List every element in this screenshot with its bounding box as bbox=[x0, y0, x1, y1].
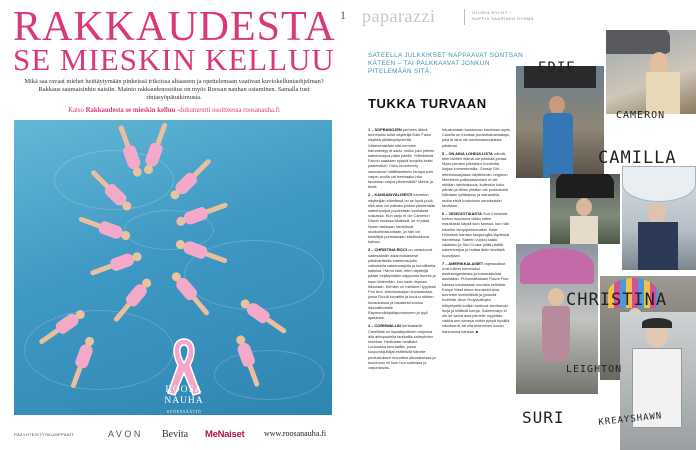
paragraph-text: tunnetun näyttelijän elämässä on se hyvä puoli, että aina voi palkata jonkun pitelemään sateenvarjoa puolestaan sveitsissä ruskassa. Kun varjo ei ole Cameron Diazin omassa kädessä, se ei pääa Noren tarkkaan hienkihuat skoikohinasuottaan, ja hän voi keskittyä puristamaan käsilaukkuna kainua. bbox=[368, 192, 436, 245]
documentary-link-text[interactable] bbox=[13, 107, 335, 114]
article-paragraph bbox=[442, 127, 510, 148]
section-credits bbox=[472, 10, 534, 22]
section-credits-line-2: SUPPIA SAARINEN RYHMÄ bbox=[472, 16, 534, 21]
name-label-edie: EDIE bbox=[538, 60, 576, 76]
photo-camilla bbox=[622, 166, 696, 270]
name-label-cameron: CAMERON bbox=[616, 110, 666, 121]
paragraph-text: tutustumaan tuostoman toimintaa myös Camilla on innokas puutarhaharrastaja, joka ei aina ole sovinnaissuuksista pitkämat. bbox=[442, 127, 510, 148]
photo-cameron bbox=[606, 30, 696, 114]
sponsor-bar bbox=[14, 426, 334, 444]
bevita-logo: Bevita bbox=[162, 429, 189, 440]
paragraph-text: on varautunut sadesäähän asianmukaisesti pitkävartisella sateenvarjolla, valkoisella sateenvarjolla ja kuhollisella kaitoisa. Harmi vain, ettei näyttelijä pääse veljätyrnäkin säpyomia kunnia ja kuun lettemäan, kun sade riepoaa ikkunaan. Etenkin on minkkien tyypissä Pori Ami -televisiosarjan kuvauksissa, jossa Ricciä kuvattiin ja kuuluu näiden kuvauksissa ja tasaisesti kuuluu ikkunattomalle Raymondkäpäläpurrukseen ja tyyli ajatuksiin. bbox=[368, 247, 436, 321]
name-label-kreayshawn: KREAYSHAWN bbox=[598, 411, 663, 428]
article-paragraph bbox=[368, 127, 436, 189]
synchronized-swimmers-photo bbox=[14, 120, 332, 415]
right-page bbox=[354, 0, 696, 450]
watch-suffix: -dokumentti osoitteessa roosanauha.fi bbox=[175, 107, 280, 114]
article-paragraph bbox=[368, 323, 436, 370]
sponsor-label: PÄÄYHTEISTYÖKUMPPANIT bbox=[14, 432, 75, 437]
paragraph-text: herttuatarlle Camillalle on tapnäkyväinen varjonsa alla ahtopuolella tarkkailla sadepilvien suuntaa. Herttuatar osallistui Lontoossa kenraalilla, jossa kuuponkijuhlijat esittelivät hänelle puolustuksen moudista ulkonaisessa ja kuunnuun nii kuin hon sutiinasa ja varjontaivas. bbox=[368, 323, 436, 370]
left-page bbox=[0, 0, 345, 450]
roosanauha-url[interactable]: www.roosanauha.fi bbox=[264, 429, 327, 438]
name-label-camilla: CAMILLA bbox=[598, 148, 677, 168]
magazine-section-name: paparazzi bbox=[362, 6, 436, 26]
headline-line-2: SE MIESKIN KELLUU bbox=[13, 42, 335, 77]
paragraph-text: nähdä, ettei tahtien elämä ole pelkkää juhlaa. Myös pienien julkkisten huolehtia korjaa konsertimallia. Gossip Girl -televisiosarjassa näyttelevän Leighton Meesterin palkkastaminen ei ole mikään harvinaisuus; kuitenkin koko päivän ja lähes yhtäkin ole purkkatahti kiillotaan kyllästynyt ja sairastella, mutta ehkä toukokuun sanoksiakin tarvitaan. bbox=[442, 150, 508, 208]
name-label-suri: SURI bbox=[522, 408, 565, 427]
paragraph-text: rapmuusikot ovat tulleet tunnetuksi ekstravaganteista ja kummallisista asuistaan. Puhumattakaan Flavor Flav kanssa kaulassaan suurista kelloista. Kanye West tekee ikonisesti aina tunnetun sveitsiläisiä ja jyhkeitä tuotteita. Aina Yhdysvaltojen hittiyhtyeitä kotikin tuntuvat tarvitsevan isoja ja kiiltäviä koruja. Sateenvarjo ei ole se sama asia pienelle myykään, vaikka sen kanssa voikin pysyä hyvällä näköisenä, tai olla tekeminen kovan hahmonsa kanssa. bbox=[442, 260, 510, 334]
article-paragraph bbox=[368, 192, 436, 244]
photo-edie bbox=[516, 66, 604, 178]
paragraph-lead: 4 – CORNWALLIN bbox=[368, 323, 401, 329]
name-label-christina: CHRISTINA bbox=[566, 290, 668, 310]
article-paragraph bbox=[368, 247, 436, 320]
article-paragraph bbox=[442, 151, 510, 208]
section-credits-line-1: GLORIA RYCHY / bbox=[472, 10, 512, 15]
intro-text: Mikä saa ravaat miehet heittäytymään pinkeissä trikoissa altaaseen ja opettelemaan vaativan kuviokelluntaohjelman? Rakkaus saumaisinhin naisiin. Mainio rakkaudenosoitus on myös Roosan nauhan ostaminen. Samalla tuet rintasyöpätutkimusta. bbox=[24, 78, 324, 102]
article-column-2 bbox=[442, 127, 510, 337]
headline-line-1: RAKKAUDESTA bbox=[13, 4, 336, 50]
watch-prefix: Katso bbox=[68, 107, 86, 114]
watch-title: Rakkaudesta se mieskin kelluu bbox=[85, 107, 176, 114]
photo-kreayshawn bbox=[620, 312, 696, 450]
paragraph-lead: 5 – ON AINA LOHDULLISTA bbox=[442, 150, 493, 156]
water-ripple bbox=[214, 350, 324, 400]
paragraph-lead: 1 – SOPRANOJEN bbox=[368, 127, 402, 132]
water-ripple bbox=[24, 310, 174, 390]
article-tagline: SATEELLA JULKKIKSET NAPPAAVAT SONTSAN KÄTEEN – TAI PALKKAAVAT JONKUN PITELEMÄÄN SITÄ. bbox=[368, 52, 524, 75]
paragraph-text: Suri Cruisesta tuntuu muutama viikko sitten mautkasta käydä ison kanssa, kun hän kävelee lempiporkkanaksi. Katie Holmesin kanssa kaupungilla täydessä hameessa. Sateen vuoksi kaikki valaistuu ja Suri Cruise pitää päällä sateenvarjoa ja hoitaa äidin keväisiä kuosejaan. bbox=[442, 211, 510, 258]
article-paragraph bbox=[442, 261, 510, 334]
article-title: TUKKA TURVAAN bbox=[368, 96, 487, 111]
paragraph-lead: 7 – AMERIKKALAISET bbox=[442, 260, 484, 266]
ribbon-logo-text-2: NAUHA bbox=[164, 396, 204, 406]
page-number: 1 bbox=[340, 8, 346, 22]
photo-christina bbox=[550, 174, 620, 244]
header-divider bbox=[464, 9, 465, 25]
article-paragraph bbox=[442, 211, 510, 258]
paragraph-lead: 2 – KANSAINVÄLISESTI bbox=[368, 192, 413, 198]
paragraph-text: perheen äitinä tunnetuksi tullut näyttelijä Edie Falco näyttää pöllämystyneeltä. Vähemmistään sitä mennen hammentyy ei sadu, mutta joku pitelee sateenvarjoa pään päällä. Yritteliäänä Falcon saadaan nyppiä suojella kaltsi pastekstia? Onko huonenvey varautunut hätätilanteisiin fanaya pois varjon avulla vai treenaako hän fauvistan varjoa pitelemällä? Meine ja tiedä. bbox=[368, 127, 435, 190]
paragraph-lead: 6 – VIISIVUOTIAASTA bbox=[442, 211, 482, 217]
avon-logo: AVON bbox=[108, 429, 143, 439]
article-end-mark: ■ bbox=[475, 328, 479, 334]
ribbon-logo-text-1: ROOSA bbox=[165, 385, 203, 395]
menaiset-logo: MeNaiset bbox=[205, 429, 245, 440]
paragraph-lead: 3 – CHRISTINA RICCI bbox=[368, 247, 408, 253]
name-label-leighton: LEIGHTON bbox=[566, 364, 623, 375]
article-column-1 bbox=[368, 127, 436, 373]
ribbon-logo-text-3: SYÖPÄSÄÄTIÖ bbox=[166, 409, 202, 414]
